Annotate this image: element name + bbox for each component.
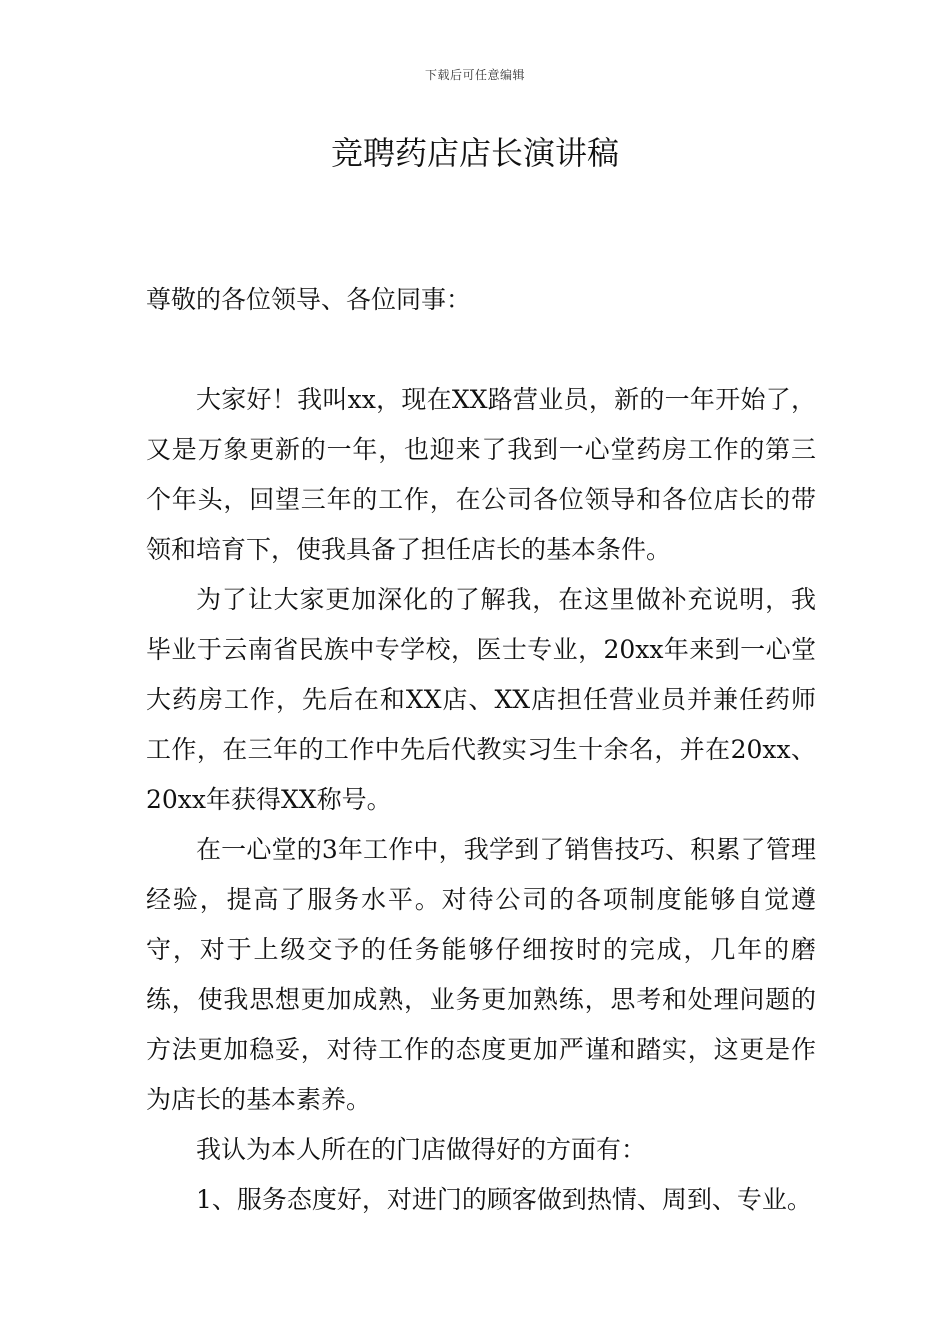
- paragraph-strength-1: 1、服务态度好，对进门的顾客做到热情、周到、专业。: [196, 1185, 812, 1214]
- paragraph-intro: 大家好！我叫xx，现在XX路营业员，新的一年开始了，又是万象更新的一年，也迎来了我到一心堂药房工作的第三个年头，回望三年的工作，在公司各位领导和各位店长的带领和培育下，使我具备了担任店长的基本条件。: [146, 385, 816, 564]
- document-body: [146, 375, 816, 1225]
- paragraph-strengths-intro: 我认为本人所在的门店做得好的方面有：: [196, 1135, 647, 1164]
- salutation: 尊敬的各位领导、各位同事：: [146, 285, 472, 314]
- page-header-note: 下载后可任意编辑: [424, 68, 525, 82]
- paragraph-experience: 在一心堂的3年工作中，我学到了销售技巧、积累了管理经验，提高了服务水平。对待公司的各项制度能够自觉遵守，对于上级交予的任务能够仔细按时的完成，几年的磨练，使我思想更加成熟，业务更加熟练，思考和处理问题的方法更加稳妥，对待工作的态度更加严谨和踏实，这更是作为店长的基本素养。: [146, 835, 816, 1114]
- paragraph-background: 为了让大家更加深化的了解我，在这里做补充说明，我毕业于云南省民族中专学校，医士专业，20xx年来到一心堂大药房工作，先后在和XX店、XX店担任营业员并兼任药师工作，在三年的工作中先后代教实习生十余名，并在20xx、20xx年获得XX称号。: [146, 585, 816, 814]
- document-title: 竞聘药店店长演讲稿: [330, 134, 619, 172]
